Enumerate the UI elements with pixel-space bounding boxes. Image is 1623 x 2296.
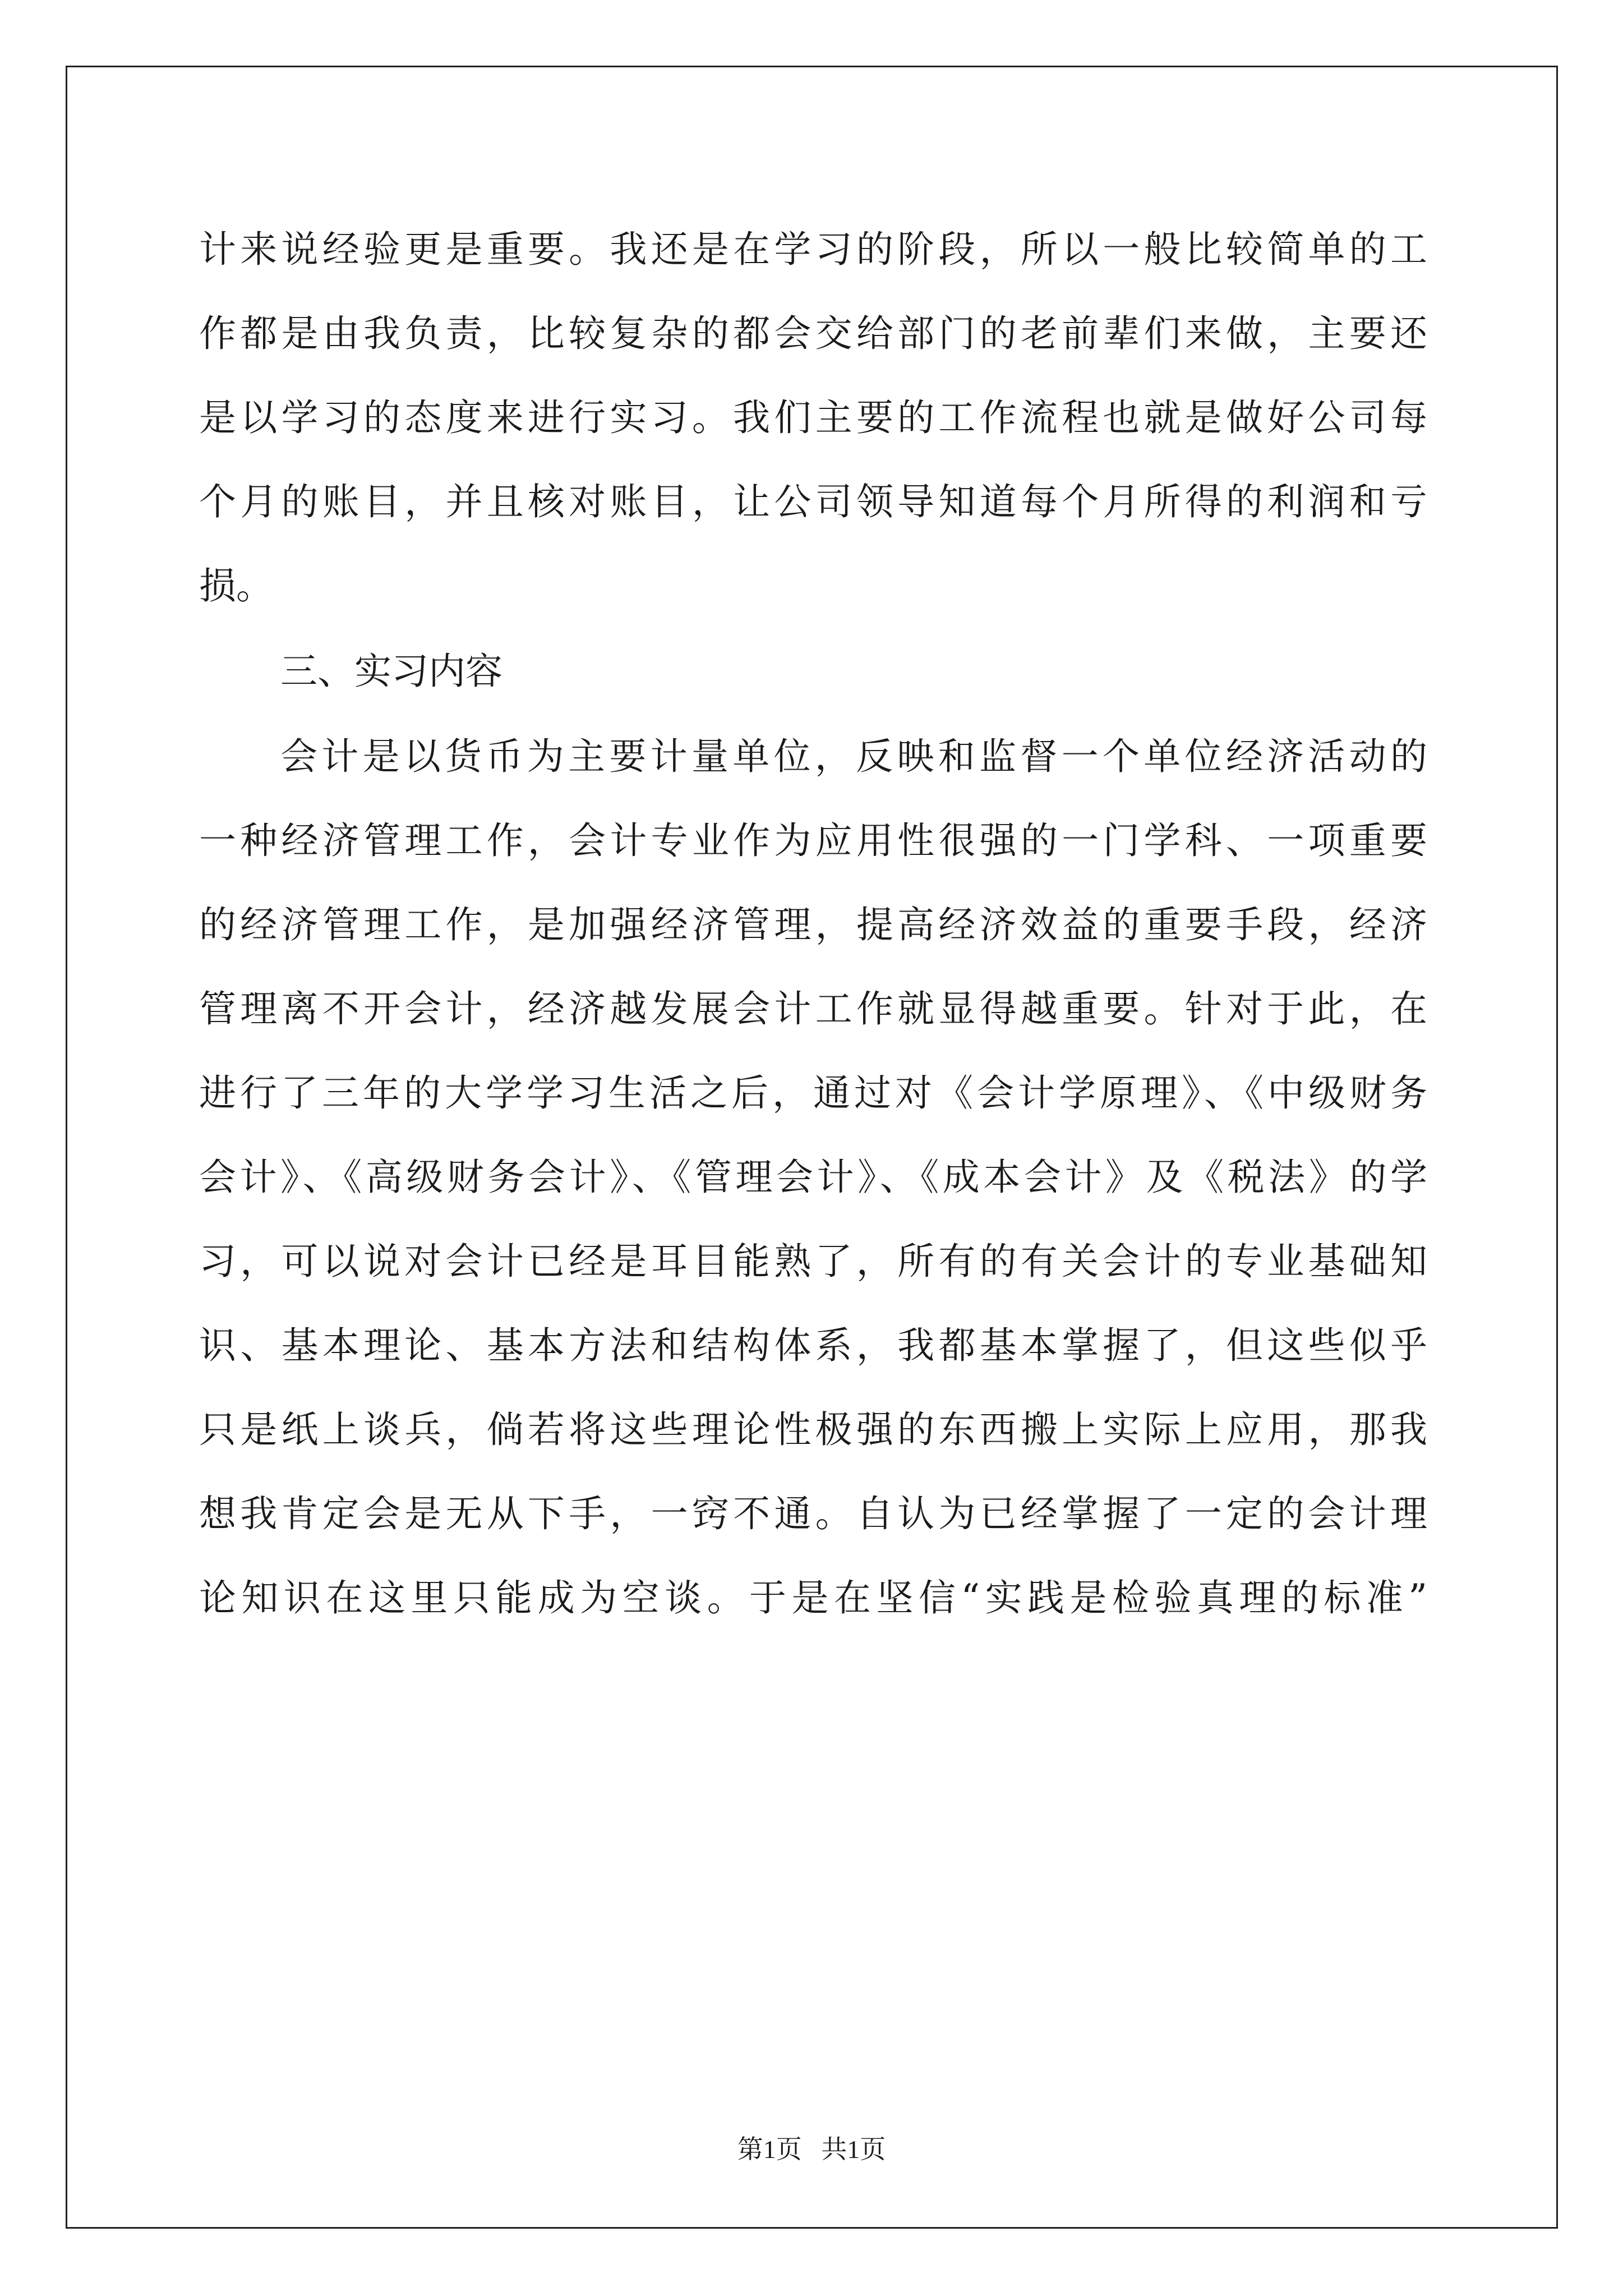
body-text-line: 损。 [199,564,273,608]
body-text-line: 计来说经验更是重要。我还是在学习的阶段，所以一般比较简单的工 [199,228,1427,271]
body-text-line: 一种经济管理工作，会计专业作为应用性很强的一门学科、一项重要 [199,819,1427,862]
body-text-line: 作都是由我负责，比较复杂的都会交给部门的老前辈们来做，主要还 [199,312,1427,355]
body-text-line: 习，可以说对会计已经是耳目能熟了，所有的有关会计的专业基础知 [199,1240,1427,1283]
body-text-line: 是以学习的态度来进行实习。我们主要的工作流程也就是做好公司每 [199,396,1427,439]
body-text-line: 的经济管理工作，是加强经济管理，提高经济效益的重要手段，经济 [199,903,1427,946]
body-text-line: 会计是以货币为主要计量单位，反映和监督一个单位经济活动的 [280,735,1427,778]
page-footer: 第1页 共1页 [737,2135,886,2164]
body-text-line: 会计》、《高级财务会计》、《管理会计》、《成本会计》及《税法》的学 [199,1156,1427,1199]
body-text-line: 只是纸上谈兵，倘若将这些理论性极强的东西搬上实际上应用，那我 [199,1408,1427,1451]
body-text-line: 管理离不开会计，经济越发展会计工作就显得越重要。针对于此，在 [199,987,1427,1030]
section-heading: 三、实习内容 [280,650,502,693]
body-text-line: 个月的账目，并且核对账目，让公司领导知道每个月所得的利润和亏 [199,480,1427,523]
body-text-line: 识、基本理论、基本方法和结构体系，我都基本掌握了，但这些似乎 [199,1324,1427,1367]
body-text-line: 进行了三年的大学学习生活之后，通过对《会计学原理》、《中级财务 [199,1071,1427,1115]
body-text-line: 论知识在这里只能成为空谈。于是在坚信“实践是检验真理的标准” [199,1576,1427,1619]
body-text-line: 想我肯定会是无从下手，一窍不通。自认为已经掌握了一定的会计理 [199,1492,1427,1535]
